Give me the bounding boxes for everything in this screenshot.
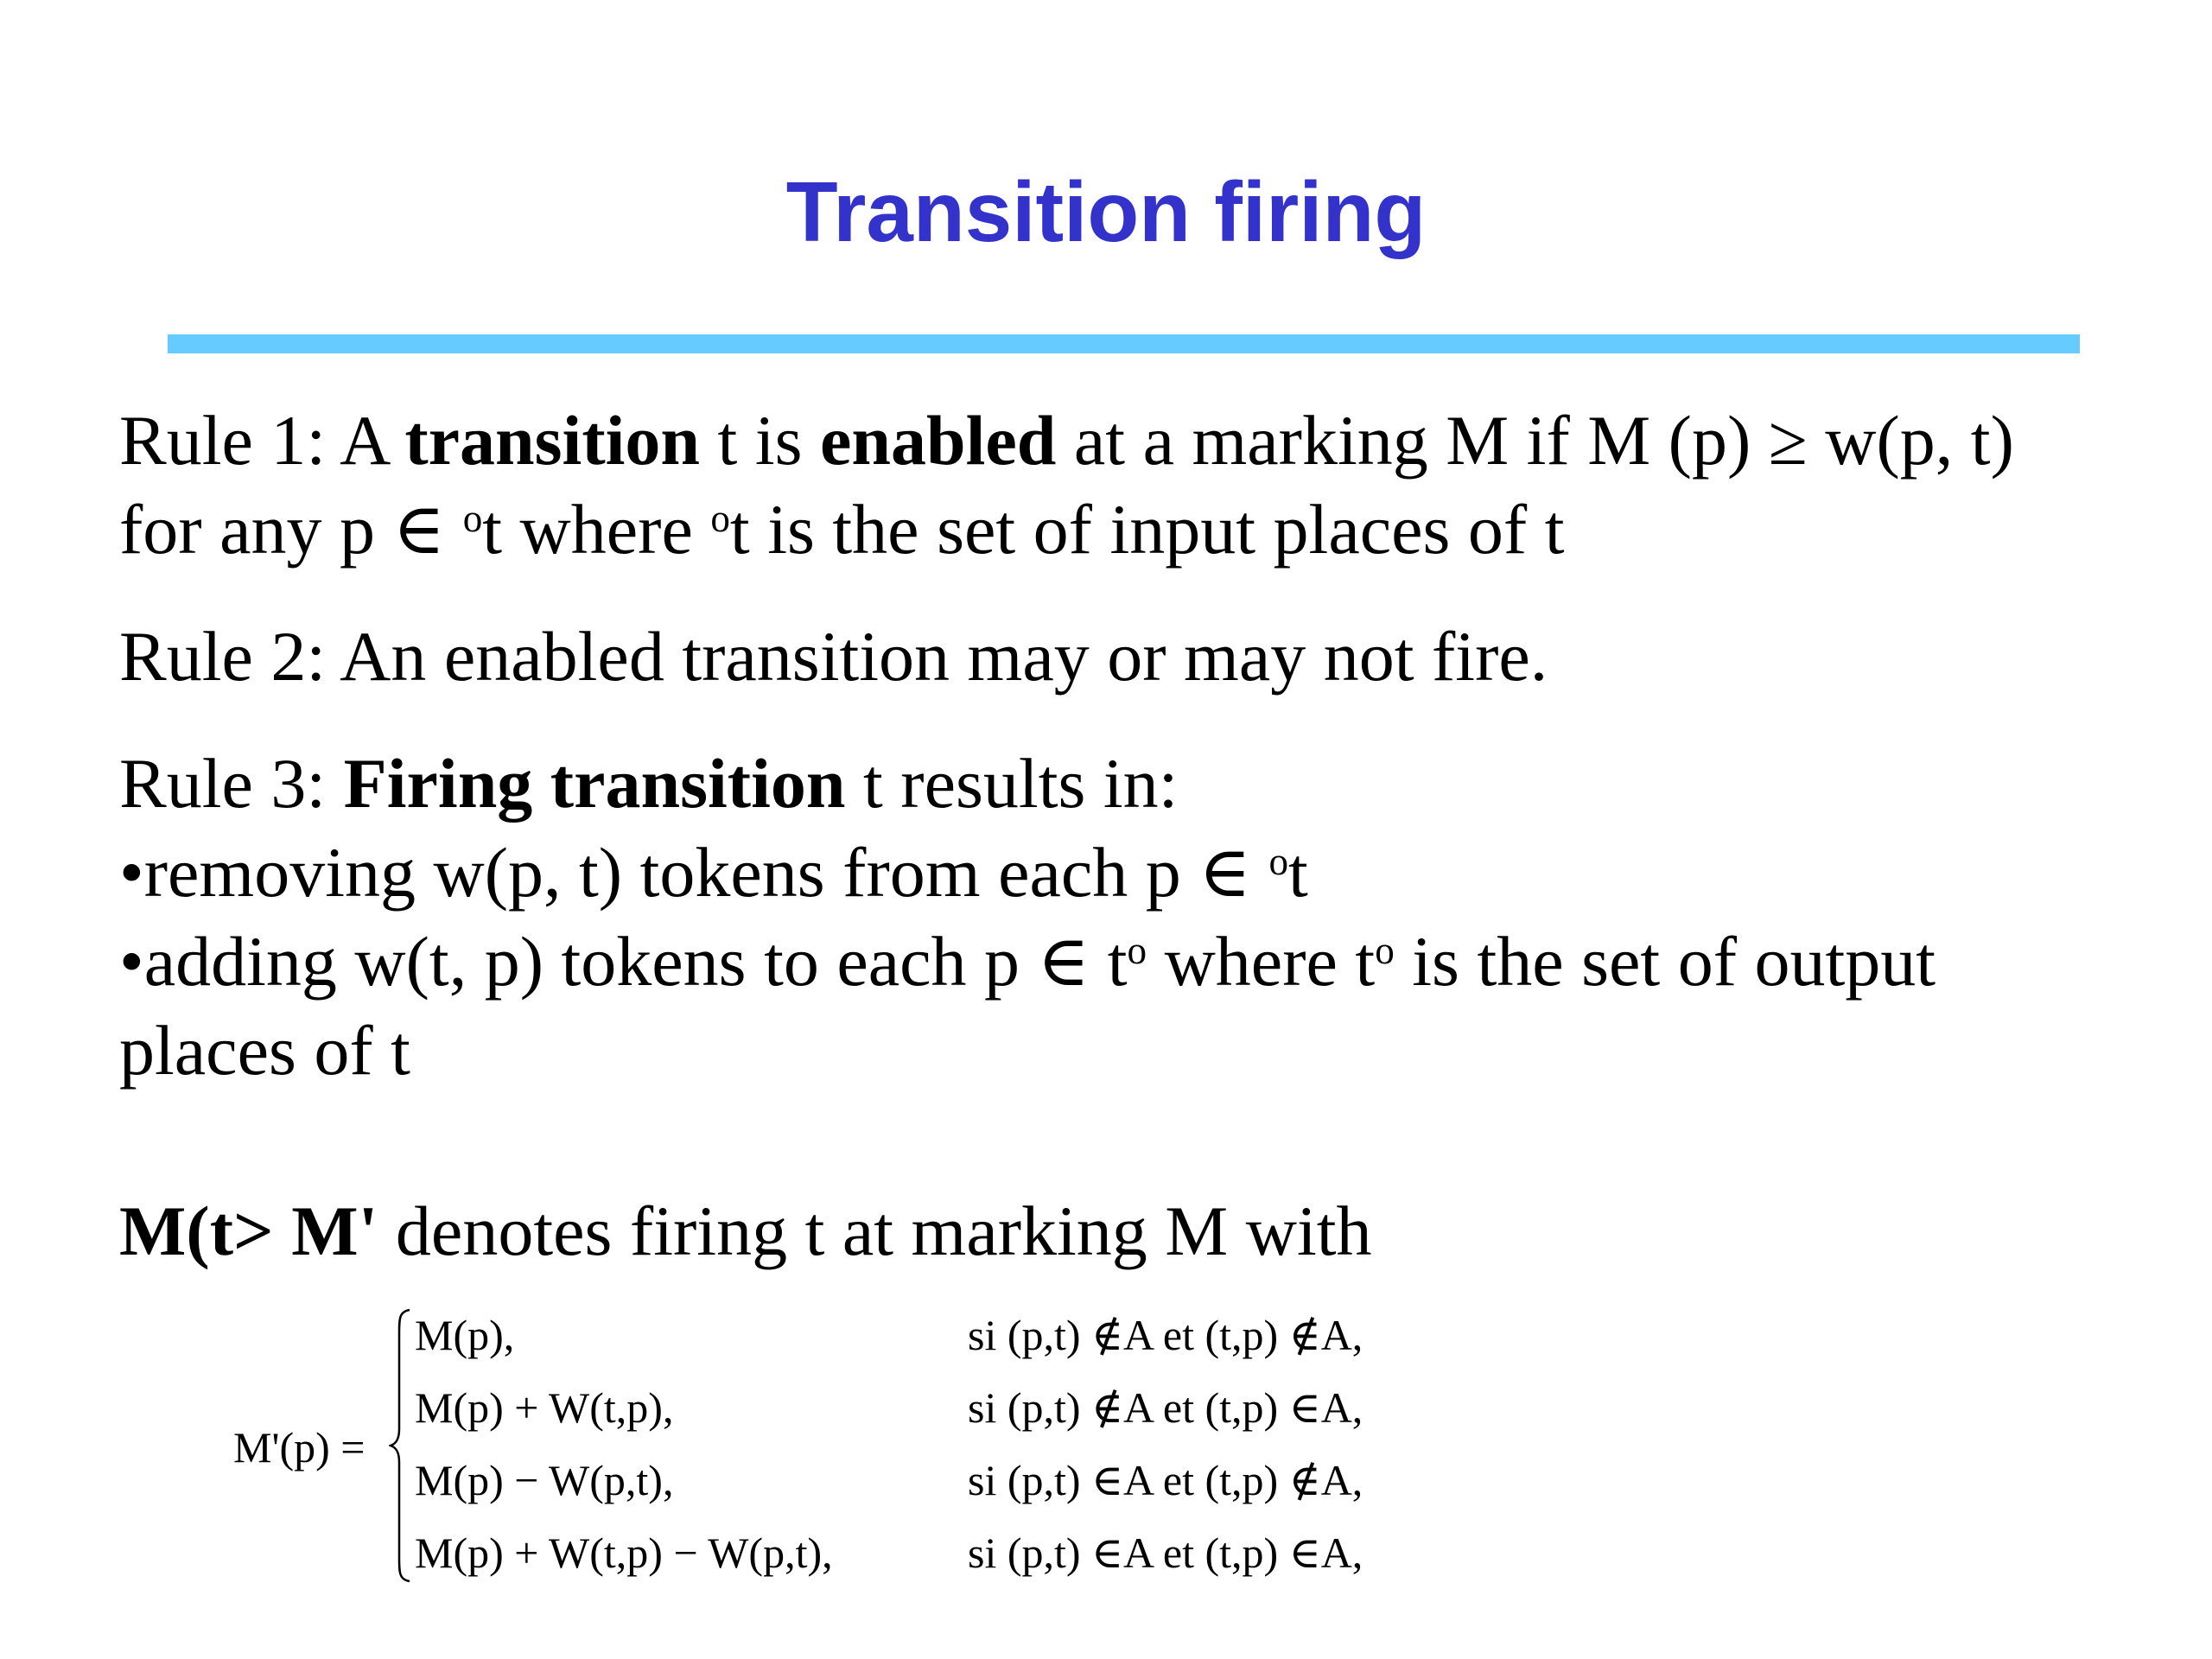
case-4-expression: M(p) + W(t,p) − W(p,t), xyxy=(415,1529,833,1577)
rule-3-bold: Firing transition xyxy=(343,744,846,823)
case-2-condition: si (p,t) ∉A et (t,p) ∈A, xyxy=(968,1383,1363,1432)
rule-1-line-2-c: t is the set of input places of t xyxy=(729,490,1565,569)
postset-superscript: o xyxy=(1375,929,1395,973)
case-3-condition: si (p,t) ∈A et (t,p) ∉A, xyxy=(968,1456,1363,1504)
rule-2: Rule 2: An enabled transition may or may not fire. xyxy=(119,617,1548,696)
firing-notation xyxy=(119,1186,1372,1275)
case-4-condition: si (p,t) ∈A et (t,p) ∈A, xyxy=(968,1529,1363,1577)
case-1-condition: si (p,t) ∉A et (t,p) ∉A, xyxy=(968,1311,1363,1359)
rule-1-line-2 xyxy=(119,485,2014,574)
rule-1-bold-enabled: enabled xyxy=(820,401,1057,480)
bullet-2-text-b: where t xyxy=(1147,922,1376,1001)
rule-3-bullet-2-continuation: places of t xyxy=(119,1011,410,1090)
rule-3-bullet-1 xyxy=(119,828,1936,917)
rule-3-prefix: Rule 3: xyxy=(119,744,344,823)
marking-formula xyxy=(233,1305,1495,1599)
rule-1-line-2-a: for any p ∈ xyxy=(119,490,463,569)
rule-1-mid-1: t is xyxy=(700,401,821,480)
rule-1-bold-transition: transition xyxy=(404,401,701,480)
bullet-1-text-b: t xyxy=(1288,833,1308,912)
rule-3-suffix: t results in: xyxy=(845,744,1179,823)
preset-superscript: o xyxy=(462,497,483,541)
rule-1-mid-2: at a marking M if M (p) ≥ w(p, t) xyxy=(1056,401,2014,480)
formula-lhs: M'(p) = xyxy=(233,1423,365,1471)
rule-3-heading xyxy=(119,739,1936,828)
case-3-expression: M(p) − W(p,t), xyxy=(415,1456,674,1504)
preset-superscript: o xyxy=(710,497,730,541)
rule-1-line-1 xyxy=(119,396,2014,485)
bullet-2-text-c: is the set of output xyxy=(1394,922,1936,1001)
firing-notation-bold: M(t> M' xyxy=(119,1192,378,1270)
bullet-1-text-a: •removing w(p, t) tokens from each p ∈ xyxy=(119,833,1269,912)
title-divider xyxy=(168,334,2080,353)
firing-notation-rest: denotes firing t at marking M with xyxy=(378,1192,1372,1270)
left-brace-icon xyxy=(389,1308,413,1583)
rule-1 xyxy=(119,396,2014,574)
rule-1-line-2-b: t where xyxy=(482,490,711,569)
rule-1-prefix: Rule 1: A xyxy=(119,401,405,480)
postset-superscript: o xyxy=(1127,929,1147,973)
rule-3 xyxy=(119,739,1936,1095)
bullet-2-text-a: •adding w(t, p) tokens to each p ∈ t xyxy=(119,922,1128,1001)
preset-superscript: o xyxy=(1268,840,1289,884)
case-2-expression: M(p) + W(t,p), xyxy=(415,1383,674,1432)
slide-title: Transition firing xyxy=(785,164,1427,259)
rule-3-bullet-2 xyxy=(119,917,1936,1006)
case-1-expression: M(p), xyxy=(415,1311,515,1359)
